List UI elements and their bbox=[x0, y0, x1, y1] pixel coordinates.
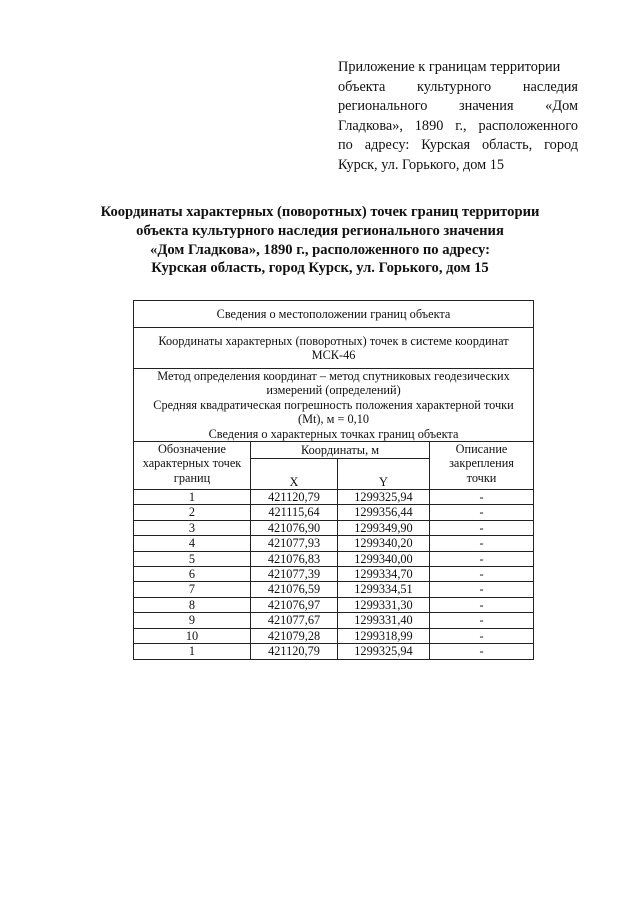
cell-n: 7 bbox=[134, 582, 251, 597]
table-row bbox=[134, 536, 534, 551]
cell-d: - bbox=[430, 597, 534, 612]
title-line: объекта культурного наследия регионального значения bbox=[136, 222, 504, 239]
table-row bbox=[134, 505, 534, 520]
annex-line: по адресу: Курская область, город bbox=[338, 137, 578, 153]
cell-y: 1299340,00 bbox=[338, 551, 430, 566]
table-row bbox=[134, 567, 534, 582]
section-method bbox=[134, 369, 534, 442]
cell-d: - bbox=[430, 628, 534, 643]
cell-x: 421076,90 bbox=[251, 520, 338, 535]
table-row bbox=[134, 551, 534, 566]
cell-n: 9 bbox=[134, 613, 251, 628]
header-text: закрепления bbox=[449, 456, 514, 471]
header-text: Обозначение bbox=[158, 442, 226, 457]
cell-d: - bbox=[430, 644, 534, 659]
cell-y: 1299331,30 bbox=[338, 597, 430, 612]
coordinate-system-line: Координаты характерных (поворотных) точек в системе координат bbox=[158, 333, 509, 348]
cell-d: - bbox=[430, 567, 534, 582]
cell-x: 421077,93 bbox=[251, 536, 338, 551]
header-coordinates bbox=[251, 442, 430, 459]
cell-y: 1299325,94 bbox=[338, 644, 430, 659]
cell-y: 1299334,51 bbox=[338, 582, 430, 597]
section-coordinate-system bbox=[134, 328, 534, 369]
title-line: «Дом Гладкова», 1890 г., расположенного по адресу: bbox=[150, 241, 490, 258]
header-text: характерных точек bbox=[142, 456, 242, 471]
cell-n: 5 bbox=[134, 551, 251, 566]
accuracy-line: Средняя квадратическая погрешность положения характерной точки bbox=[153, 397, 514, 412]
cell-x: 421115,64 bbox=[251, 505, 338, 520]
cell-d: - bbox=[430, 582, 534, 597]
annex-line: объекта культурного наследия bbox=[338, 78, 578, 95]
cell-n: 1 bbox=[134, 644, 251, 659]
title-line: Курская область, город Курск, ул. Горького, дом 15 bbox=[151, 260, 489, 277]
cell-x: 421076,97 bbox=[251, 597, 338, 612]
annex-line: Приложение к границам территории bbox=[338, 59, 561, 75]
header-point-designation bbox=[134, 442, 251, 490]
cell-d: - bbox=[430, 490, 534, 505]
accuracy-value: (Mt), м = 0,10 bbox=[297, 412, 370, 427]
annex-line: Курск, ул. Горького, дом 15 bbox=[338, 156, 505, 173]
cell-n: 3 bbox=[134, 520, 251, 535]
cell-y: 1299356,44 bbox=[338, 505, 430, 520]
annex-note bbox=[338, 58, 578, 175]
points-info-heading: Сведения о характерных точках границ объекта bbox=[208, 426, 459, 441]
header-text: Описание bbox=[455, 442, 508, 457]
cell-d: - bbox=[430, 505, 534, 520]
table-row bbox=[134, 644, 534, 659]
header-text: точки bbox=[466, 470, 497, 485]
document-title bbox=[80, 203, 560, 278]
cell-y: 1299331,40 bbox=[338, 613, 430, 628]
cell-y: 1299318,99 bbox=[338, 628, 430, 643]
cell-x: 421076,59 bbox=[251, 582, 338, 597]
cell-y: 1299325,94 bbox=[338, 490, 430, 505]
cell-x: 421120,79 bbox=[251, 490, 338, 505]
coordinate-system-name: МСК-46 bbox=[311, 348, 356, 362]
header-x bbox=[251, 459, 338, 490]
title-line: Координаты характерных (поворотных) точек границ территории bbox=[100, 204, 540, 220]
cell-d: - bbox=[430, 520, 534, 535]
header-text: Координаты, м bbox=[301, 442, 379, 457]
cell-x: 421077,39 bbox=[251, 567, 338, 582]
table-row bbox=[134, 628, 534, 643]
annex-line: Гладкова», 1890 г., расположенного bbox=[338, 117, 578, 134]
cell-n: 2 bbox=[134, 505, 251, 520]
cell-n: 4 bbox=[134, 536, 251, 551]
cell-d: - bbox=[430, 551, 534, 566]
header-y bbox=[338, 459, 430, 490]
cell-y: 1299349,90 bbox=[338, 520, 430, 535]
table-row bbox=[134, 597, 534, 612]
coordinates-table bbox=[133, 300, 534, 660]
header-text: границ bbox=[173, 470, 211, 485]
annex-line: регионального значения «Дом bbox=[338, 98, 578, 114]
section-location-info bbox=[134, 301, 534, 328]
table-row bbox=[134, 582, 534, 597]
cell-x: 421076,83 bbox=[251, 551, 338, 566]
method-line: Метод определения координат – метод спутниковых геодезических bbox=[157, 369, 510, 383]
cell-d: - bbox=[430, 536, 534, 551]
header-text: Y bbox=[379, 474, 388, 489]
cell-x: 421120,79 bbox=[251, 644, 338, 659]
method-line: измерений (определений) bbox=[266, 383, 401, 398]
cell-n: 6 bbox=[134, 567, 251, 582]
table-row bbox=[134, 490, 534, 505]
cell-x: 421077,67 bbox=[251, 613, 338, 628]
cell-x: 421079,28 bbox=[251, 628, 338, 643]
cell-n: 10 bbox=[134, 628, 251, 643]
table-row bbox=[134, 613, 534, 628]
cell-n: 8 bbox=[134, 597, 251, 612]
cell-d: - bbox=[430, 613, 534, 628]
cell-n: 1 bbox=[134, 490, 251, 505]
header-text: X bbox=[289, 474, 299, 489]
header-description bbox=[430, 442, 534, 490]
cell-y: 1299334,70 bbox=[338, 567, 430, 582]
cell-y: 1299340,20 bbox=[338, 536, 430, 551]
table-row bbox=[134, 520, 534, 535]
section-location-text: Сведения о местоположении границ объекта bbox=[216, 306, 451, 321]
